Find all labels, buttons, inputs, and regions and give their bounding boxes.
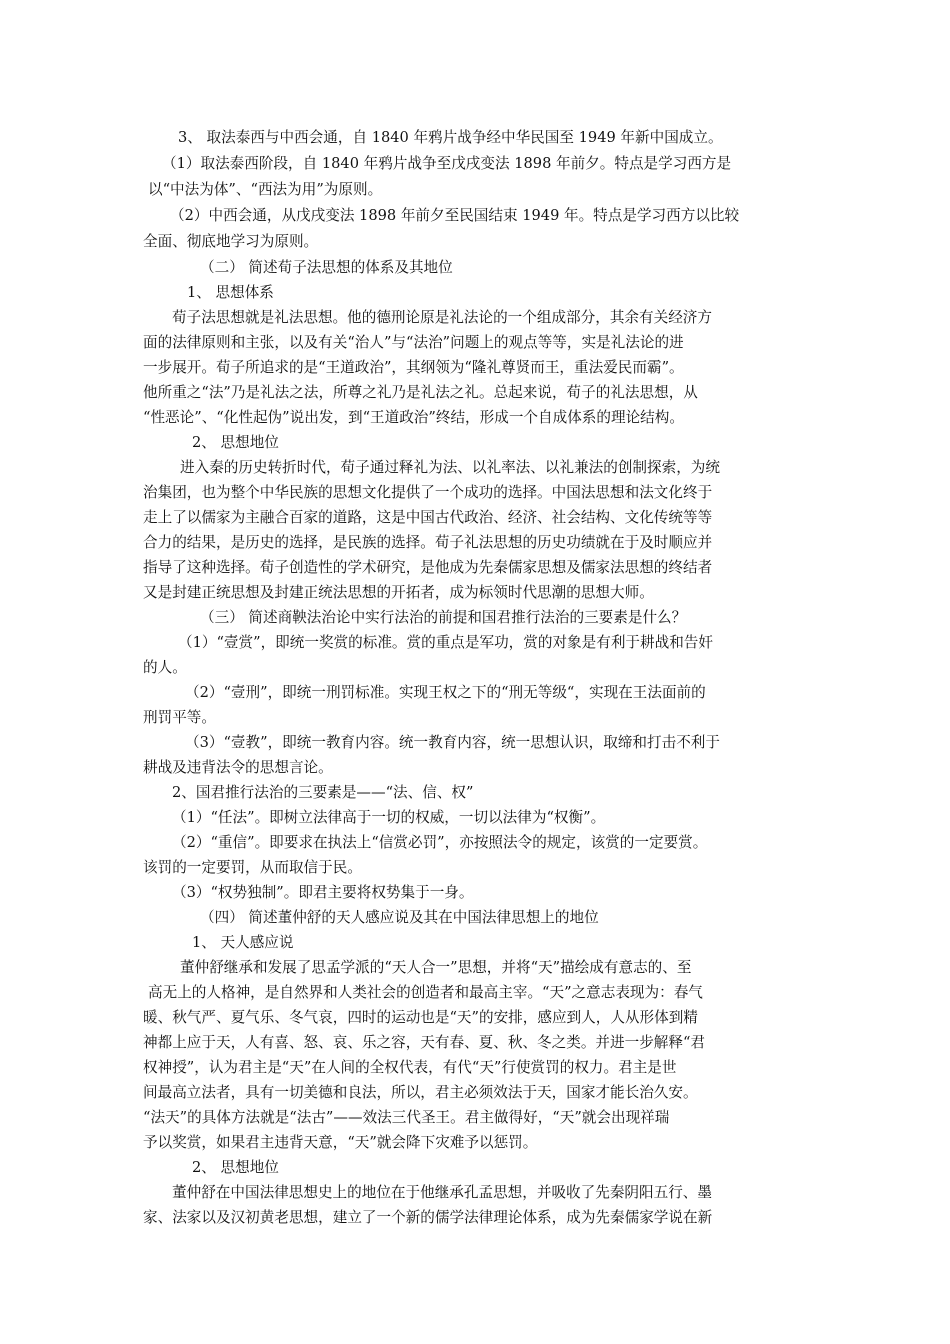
text-line: 合力的结果，是历史的选择，是民族的选择。荀子礼法思想的历史功绩就在于及时顺应并	[143, 534, 713, 551]
text-line: 间最高立法者，具有一切美德和良法，所以，君主必须效法于天，国家才能长治久安。	[143, 1084, 698, 1101]
text-line: 予以奖赏，如果君主违背天意，“天”就会降下灾难予以惩罚。	[143, 1134, 538, 1151]
text-line: 治集团，也为整个中华民族的思想文化提供了一个成功的选择。中国法思想和法文化终于	[143, 484, 713, 501]
text-line: （3）“权势独制”。即君主要将权势集于一身。	[172, 884, 474, 901]
section-heading: （二） 简述荀子法思想的体系及其地位	[200, 259, 453, 276]
text-line: “法天”的具体方法就是“法古”——效法三代圣王。君主做得好，“天”就会出现祥瑞	[143, 1109, 670, 1126]
section-heading: （三） 简述商鞅法治论中实行法治的前提和国君推行法治的三要素是什么？	[200, 609, 687, 626]
text-line: 董仲舒继承和发展了思孟学派的“天人合一”思想，并将“天”描绘成有意志的、至	[180, 959, 692, 976]
text-line: 指导了这种选择。荀子创造性的学术研究，是他成为先秦儒家思想及儒家法思想的终结者	[143, 559, 713, 576]
text-line: 家、法家以及汉初黄老思想，建立了一个新的儒学法律理论体系，成为先秦儒家学说在新	[143, 1209, 713, 1226]
text-line: 荀子法思想就是礼法思想。他的德刑论原是礼法论的一个组成部分，其余有关经济方	[172, 309, 712, 326]
text-line: 又是封建正统思想及封建正统法思想的开拓者，成为标领时代思潮的思想大师。	[143, 584, 654, 601]
subsection-heading: 2、 思想地位	[192, 1159, 279, 1176]
section-heading: （四） 简述董仲舒的天人感应说及其在中国法律思想上的地位	[200, 909, 599, 926]
text-line: 全面、彻底地学习为原则。	[143, 233, 319, 250]
text-line: 的人。	[143, 659, 187, 676]
text-line: 高无上的人格神，是自然界和人类社会的创造者和最高主宰。“天”之意志表现为：春气	[148, 984, 703, 1001]
text-line: 耕战及违背法令的思想言论。	[143, 759, 333, 776]
text-line: 权神授”，认为君主是“天”在人间的全权代表，有代“天”行使赏罚的权力。君主是世	[143, 1059, 677, 1076]
text-line: 3、 取法泰西与中西会通，自 1840 年鸦片战争经中华民国至 1949 年新中国成立。	[178, 129, 723, 146]
text-line: （3）“壹教”，即统一教育内容。统一教育内容，统一思想认识，取缔和打击不利于	[185, 734, 720, 751]
text-line: （2）“重信”。即要求在执法上“信赏必罚”，亦按照法令的规定，该赏的一定要赏。	[172, 834, 708, 851]
text-line: 进入秦的历史转折时代，荀子通过释礼为法、以礼率法、以礼兼法的创制探索，为统	[180, 459, 720, 476]
text-line: 董仲舒在中国法律思想史上的地位在于他继承孔孟思想，并吸收了先秦阴阳五行、墨	[172, 1184, 712, 1201]
subsection-heading: 2、 思想地位	[192, 434, 279, 451]
text-line: 一步展开。荀子所追求的是“王道政治”，其纲领为“隆礼尊贤而王，重法爱民而霸”。	[143, 359, 684, 376]
text-line: （2）“壹刑”，即统一刑罚标准。实现王权之下的“刑无等级“，实现在王法面前的	[185, 684, 706, 701]
text-line: 该罚的一定要罚，从而取信于民。	[143, 859, 362, 876]
text-line: 走上了以儒家为主融合百家的道路，这是中国古代政治、经济、社会结构、文化传统等等	[143, 509, 713, 526]
subsection-heading: 1、 天人感应说	[192, 934, 294, 951]
text-line: 神都上应于天，人有喜、怒、哀、乐之容，天有春、夏、秋、冬之类。并进一步解释“君	[143, 1034, 706, 1051]
text-line: （1）取法泰西阶段，自 1840 年鸦片战争至戊戌变法 1898 年前夕。特点是学习西方是	[162, 155, 732, 172]
text-line: 刑罚平等。	[143, 709, 216, 726]
text-line: “性恶论”、“化性起伪”说出发，到“王道政治”终结，形成一个自成体系的理论结构。	[143, 409, 684, 426]
text-line: 他所重之“法”乃是礼法之法，所尊之礼乃是礼法之礼。总起来说，荀子的礼法思想，从	[143, 384, 698, 401]
text-line: 以“中法为体”、“西法为用”为原则。	[148, 181, 383, 198]
text-line: （1）“任法”。即树立法律高于一切的权威，一切以法律为“权衡”。	[172, 809, 606, 826]
subsection-heading: 1、 思想体系	[187, 284, 274, 301]
text-line: （2）中西会通，从戊戌变法 1898 年前夕至民国结束 1949 年。特点是学习西方以比较	[170, 207, 740, 224]
text-line: 2、国君推行法治的三要素是——“法、信、权”	[172, 784, 474, 801]
text-line: 暖、秋气严、夏气乐、冬气哀，四时的运动也是“天”的安排，感应到人，人从形体到精	[143, 1009, 698, 1026]
text-line: 面的法律原则和主张，以及有关“治人”与“法治”问题上的观点等等，实是礼法论的进	[143, 334, 684, 351]
text-line: （1）“壹赏”，即统一奖赏的标准。赏的重点是军功，赏的对象是有利于耕战和告奸	[178, 634, 713, 651]
